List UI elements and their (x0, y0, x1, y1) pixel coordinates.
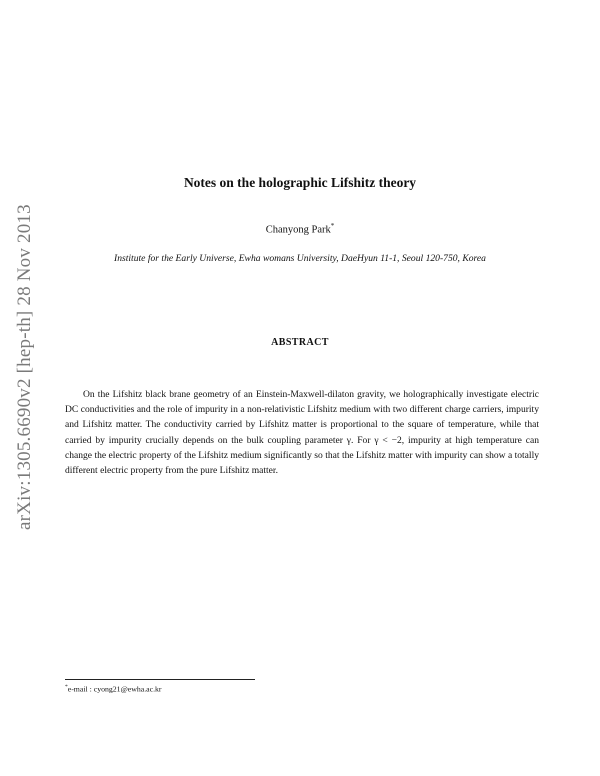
arxiv-identifier: arXiv:1305.6690v2 [hep-th] 28 Nov 2013 (14, 204, 35, 530)
author-affiliation: Institute for the Early Universe, Ewha womans University, DaeHyun 11-1, Seoul 120-750, Korea (114, 253, 486, 264)
author-name: Chanyong Park (265, 224, 331, 236)
abstract-paragraph: On the Lifshitz black brane geometry of an Einstein-Maxwell-dilaton gravity, we holographically investigate electric DC conductivities and the role of impurity in a non-relativistic Lifshitz medium with two different charge carriers, impurity and Lifshitz matter. The conductivity carried by Lifshitz matter is proportional to the square of temperature, while that carried by impurity crucially depends on the bulk coupling parameter γ. For γ < −2, impurity at high temperature can change the electric property of the Lifshitz medium significantly so that the Lifshitz matter with impurity can show a totally different electric property from the pure Lifshitz matter. (65, 389, 539, 477)
footnote-mark: * (65, 684, 68, 690)
abstract-heading: ABSTRACT (271, 337, 329, 348)
author-footnote-mark: * (330, 222, 335, 230)
footnote (65, 684, 162, 694)
footnote-divider (65, 679, 255, 680)
paper-title: Notes on the holographic Lifshitz theory (183, 175, 417, 190)
footnote-email: e-mail : cyong21@ewha.ac.kr (67, 684, 162, 694)
author-line (0, 222, 600, 236)
abstract-body (65, 387, 539, 478)
